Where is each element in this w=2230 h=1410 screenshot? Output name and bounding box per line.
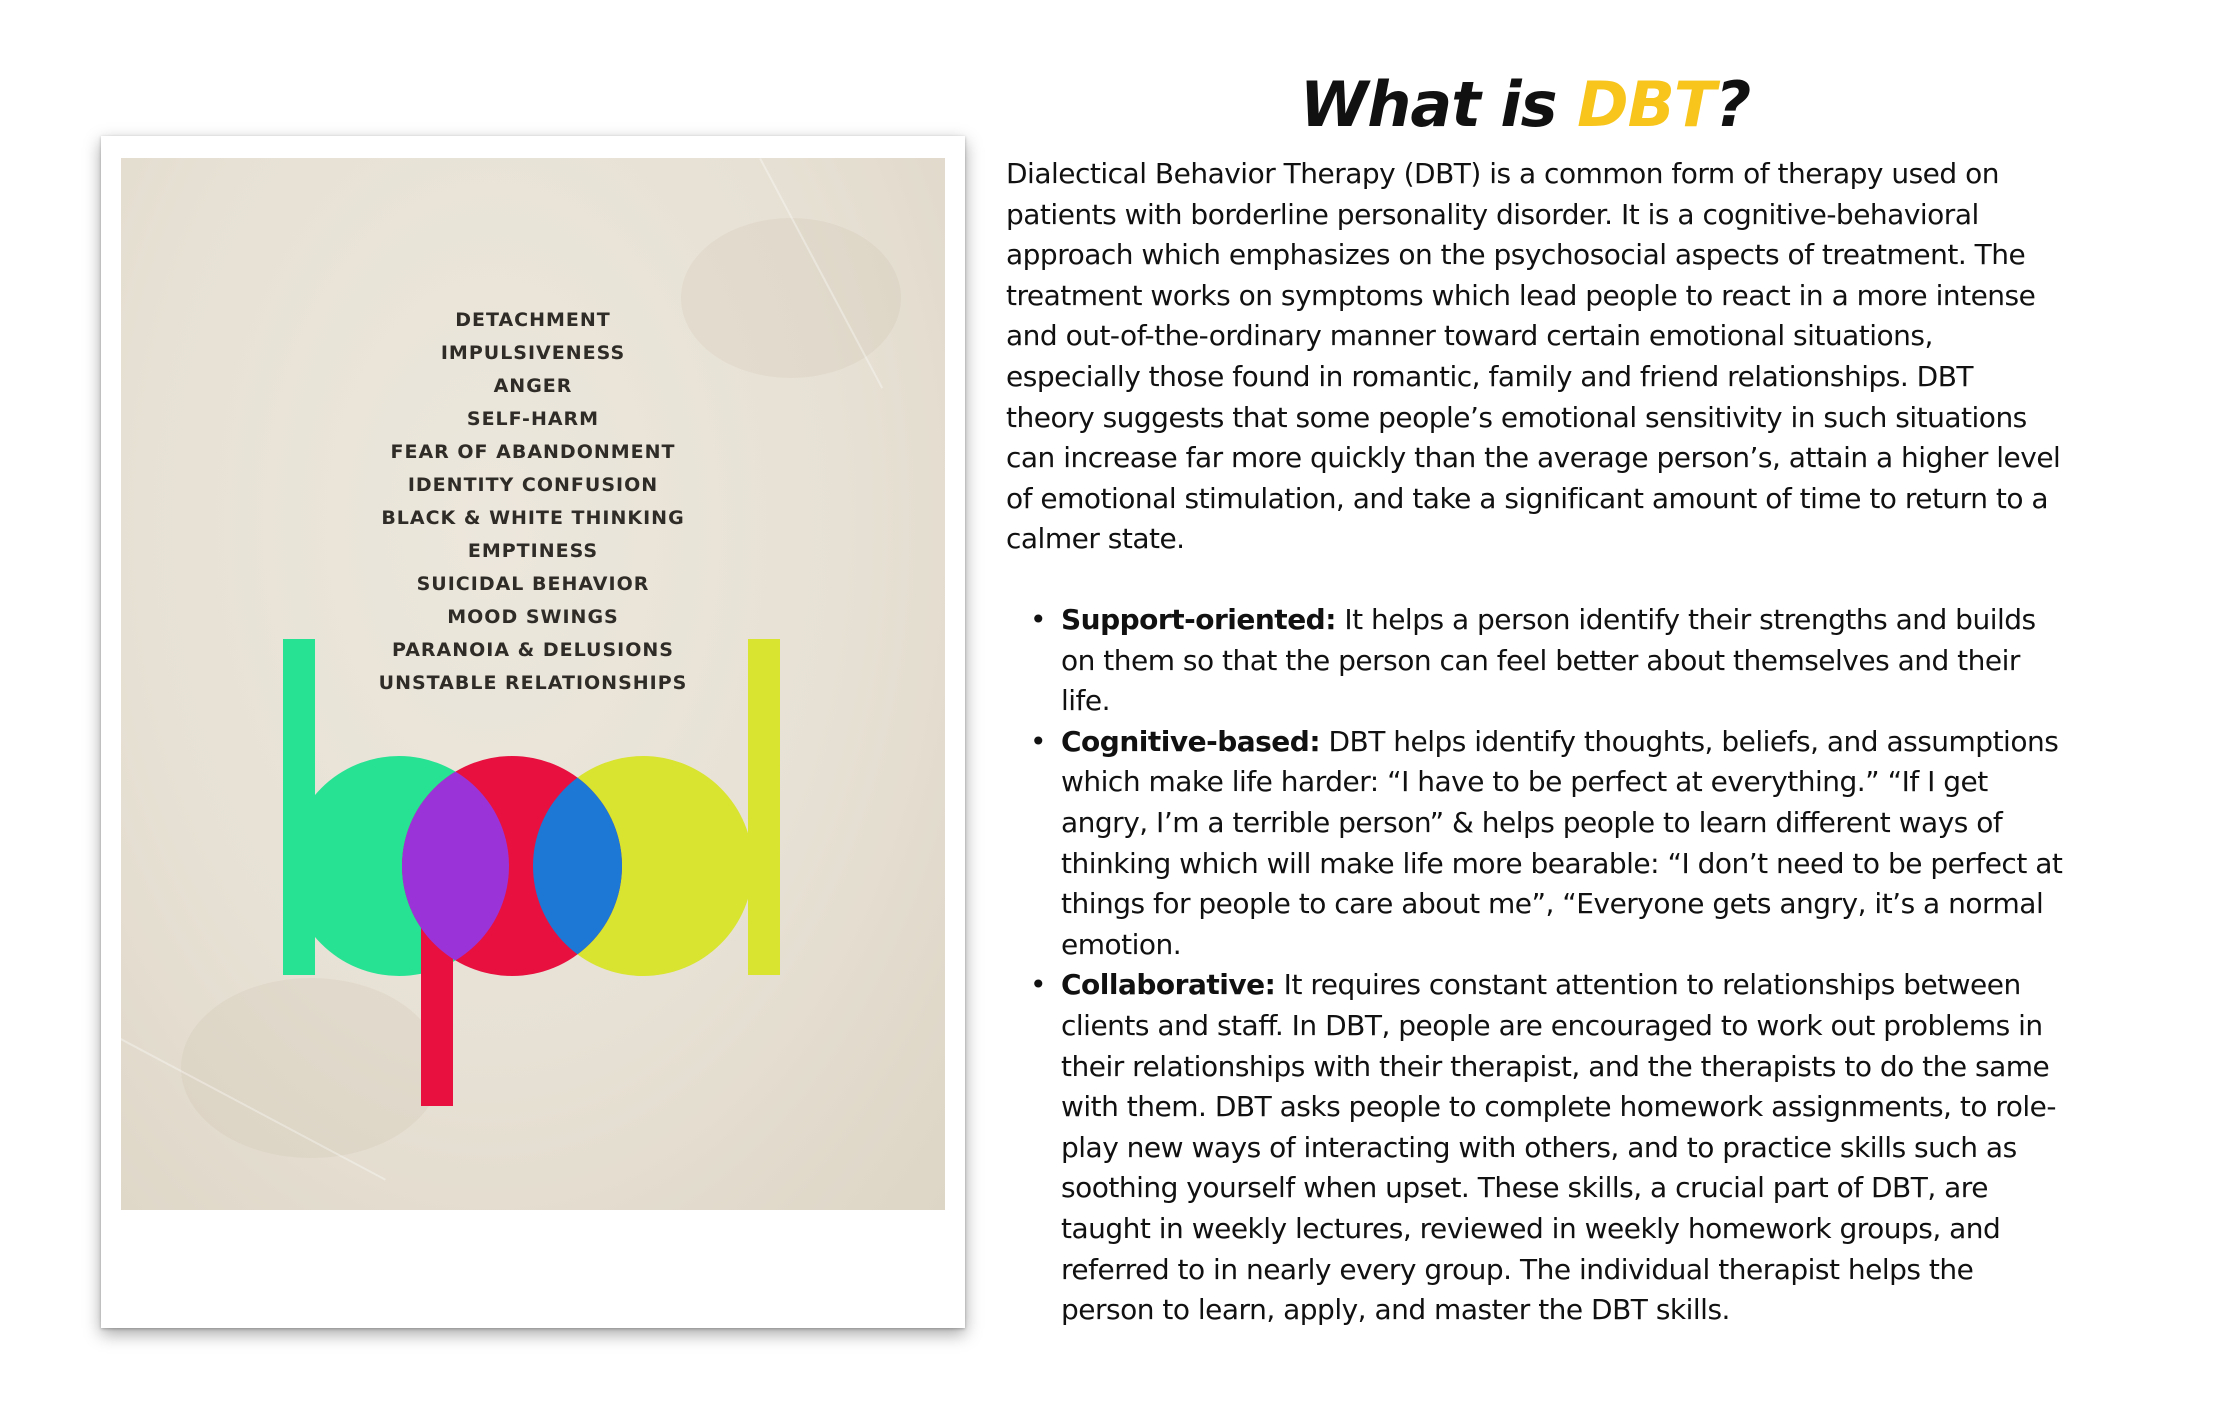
symptom-item: EMPTINESS — [467, 540, 599, 562]
bullet-icon: • — [1030, 968, 1047, 1002]
page-title — [1005, 60, 2045, 150]
symptom-item: SUICIDAL BEHAVIOR — [416, 573, 650, 595]
symptom-item: IDENTITY CONFUSION — [407, 474, 659, 496]
symptom-item: BLACK & WHITE THINKING — [381, 507, 685, 529]
bpd-poster — [121, 158, 945, 1210]
feature-list — [1006, 600, 2066, 1331]
polaroid-frame — [101, 136, 965, 1328]
title-suffix: ? — [1715, 68, 1751, 141]
intro-paragraph: Dialectical Behavior Therapy (DBT) is a common form of therapy used on patients with borderline personality disorder. It is a cognitive-behavioral approach which emphasizes on the psychosocial aspects of treatment. The treatment works on symptoms which lead people to react in a more intense and out-of-the-ordinary manner toward certain emotional situations, especially those found in romantic, family and friend relationships. DBT theory suggests that some people’s emotional sensitivity in such situations can increase far more quickly than the average person’s, attain a higher level of emotional stimulation, and take a significant amount of time to return to a calmer state. — [1006, 157, 2061, 556]
feature-term: Cognitive-based: — [1061, 724, 1321, 758]
bullet-icon: • — [1030, 724, 1047, 758]
title-accent: DBT — [1577, 68, 1716, 141]
symptom-item: UNSTABLE RELATIONSHIPS — [378, 672, 688, 694]
bpd-logo — [121, 158, 945, 1210]
feature-item — [1006, 722, 2066, 966]
symptom-item: MOOD SWINGS — [447, 606, 619, 628]
symptom-item: PARANOIA & DELUSIONS — [392, 639, 674, 661]
feature-term: Collaborative: — [1061, 968, 1276, 1002]
title-prefix: What is — [1299, 68, 1578, 141]
feature-text: It helps a person identify their strengths and builds on them so that the person can feel better about themselves and their life. — [1061, 603, 2036, 718]
bullet-icon: • — [1030, 603, 1047, 636]
symptom-item: SELF-HARM — [466, 408, 600, 430]
feature-item — [1006, 600, 2066, 722]
symptom-item: ANGER — [493, 375, 573, 397]
feature-term: Support-oriented: — [1061, 603, 1336, 636]
feature-text: It requires constant attention to relationships between clients and staff. In DBT, people are encouraged to work out problems in their relationships with their therapist, and the therapists to do the same with them. DBT asks people to complete homework assignments, to role-play new ways of interacting with others, and to practice skills such as soothing yourself when upset. These skills, a crucial part of DBT, are taught in weekly lectures, reviewed in weekly homework groups, and referred to in nearly every group. The individual therapist helps the person to learn, apply, and master the DBT skills. — [1061, 968, 2056, 1327]
symptom-item: DETACHMENT — [455, 309, 611, 331]
feature-item — [1006, 965, 2066, 1330]
letter-d-stem — [748, 639, 780, 975]
feature-text: DBT helps identify thoughts, beliefs, and assumptions which make life harder: “I have to be perfect at everything.” “If I get angry, I’m a terrible person” & helps people to learn different ways of thinking which will make life more bearable: “I don’t need to be perfect at things for people to care about me”, “Everyone gets angry, it’s a normal emotion. — [1061, 724, 2063, 961]
symptom-item: FEAR OF ABANDONMENT — [390, 441, 676, 463]
symptom-item: IMPULSIVENESS — [440, 342, 626, 364]
